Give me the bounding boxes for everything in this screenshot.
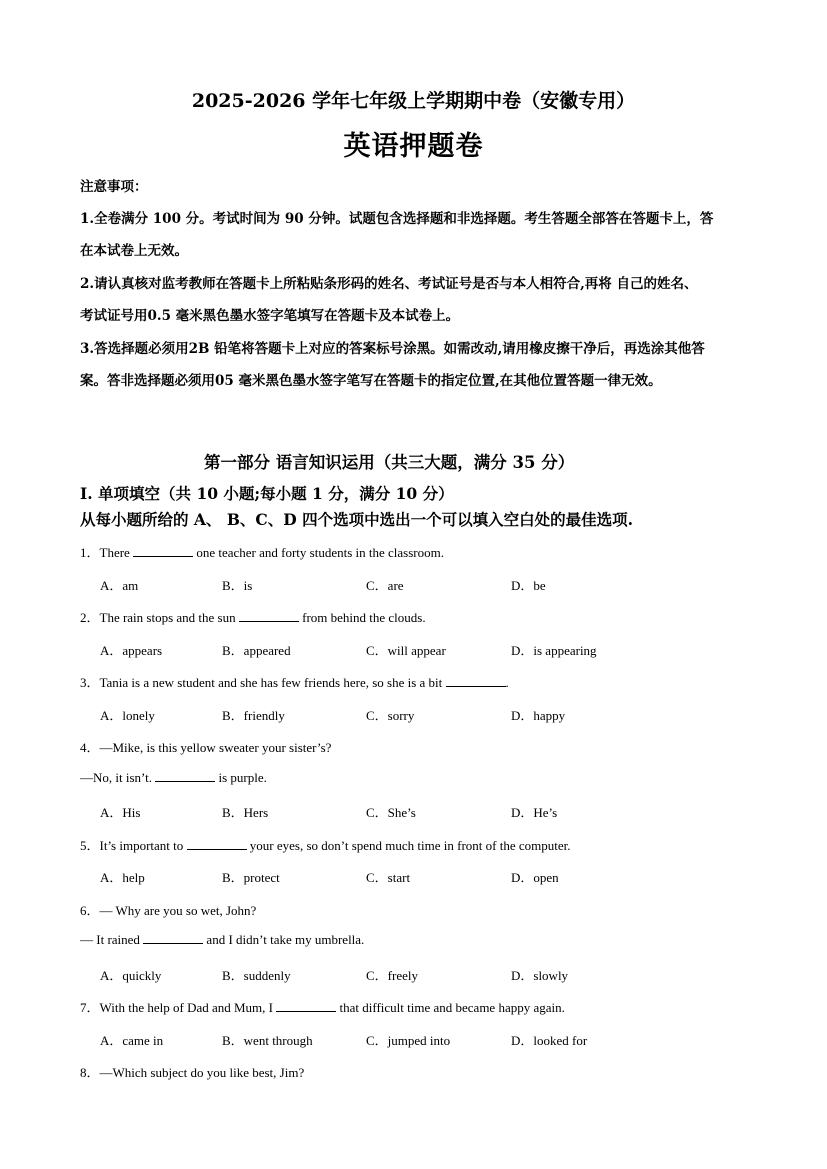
question-text: 2．The rain stops and the sun xyxy=(80,610,236,625)
notice-line: 2.请认真核对监考教师在答题卡上所粘贴条形码的姓名、考试证号是否与本人相符合,再将 自己的姓名、 xyxy=(80,276,698,292)
question-6-line1: 6．— Why are you so wet, John? xyxy=(80,903,257,918)
notice-line: 在本试卷上无效。 xyxy=(80,243,188,259)
exam-subtitle: 英语押题卷 xyxy=(343,131,484,162)
option-d: D．He’s xyxy=(511,805,558,820)
notice-line: 考试证号用0.5 毫米黑色墨水签字笔填写在答题卡及本试卷上。 xyxy=(80,308,460,324)
question-text: . xyxy=(505,675,509,690)
option-d: D．looked for xyxy=(511,1033,588,1048)
question-text: —No, it isn’t. xyxy=(80,770,152,785)
question-7-stem xyxy=(80,997,565,1016)
option-b: B．Hers xyxy=(222,805,269,820)
option-c: C．sorry xyxy=(366,708,415,723)
question-text: and I didn’t take my umbrella. xyxy=(206,932,365,947)
option-c: C．are xyxy=(366,578,404,593)
question-3-stem xyxy=(80,672,509,691)
question-5-stem xyxy=(80,835,571,854)
question-4-line1: 4．—Mike, is this yellow sweater your sister’s? xyxy=(80,740,332,755)
option-a: A．help xyxy=(100,870,145,885)
option-b: B．appeared xyxy=(222,643,291,658)
option-d: D．be xyxy=(511,578,546,593)
option-b: B．went through xyxy=(222,1033,313,1048)
question-text: 1．There xyxy=(80,545,130,560)
option-c: C．start xyxy=(366,870,411,885)
option-d: D．open xyxy=(511,870,559,885)
question-text: your eyes, so don’t spend much time in front of the computer. xyxy=(249,838,571,853)
option-a: A．quickly xyxy=(100,968,162,983)
question-text: from behind the clouds. xyxy=(302,610,426,625)
section-instruction: 从每小题所给的 A、 B、C、D 四个选项中选出一个可以填入空白处的最佳选项. xyxy=(80,510,633,529)
answer-blank xyxy=(239,611,299,622)
question-text: is purple. xyxy=(218,770,267,785)
section-title: I. 单项填空（共 10 小题;每小题 1 分，满分 10 分） xyxy=(80,484,454,503)
question-text: 7．With the help of Dad and Mum, I xyxy=(80,1000,273,1015)
answer-blank xyxy=(276,1001,336,1012)
option-b: B．friendly xyxy=(222,708,285,723)
exam-title: 2025-2026 学年七年级上学期期中卷（安徽专用） xyxy=(191,90,636,112)
question-2-stem xyxy=(80,607,426,626)
option-b: B．is xyxy=(222,578,253,593)
option-c: C．freely xyxy=(366,968,418,983)
question-1-stem xyxy=(80,542,444,561)
option-c: C．jumped into xyxy=(366,1033,451,1048)
option-c: C．will appear xyxy=(366,643,446,658)
notice-line: 3.答选择题必须用2B 铅笔将答题卡上对应的答案标号涂黑。如需改动,请用橡皮擦干净后，再选涂其他答 xyxy=(80,341,705,357)
answer-blank xyxy=(143,933,203,944)
option-d: D．is appearing xyxy=(511,643,597,658)
option-c: C．She’s xyxy=(366,805,416,820)
option-d: D．slowly xyxy=(511,968,569,983)
answer-blank xyxy=(446,676,506,687)
answer-blank xyxy=(187,839,247,850)
part-title: 第一部分 语言知识运用（共三大题，满分 35 分） xyxy=(204,453,575,472)
question-6-stem xyxy=(80,932,364,948)
option-d: D．happy xyxy=(511,708,566,723)
notice-line: 案。答非选择题必须用05 毫米黑色墨水签字笔写在答题卡的指定位置,在其他位置答题一律无效。 xyxy=(80,373,662,389)
question-text: that difficult time and became happy again. xyxy=(339,1000,565,1015)
option-a: A．am xyxy=(100,578,139,593)
option-a: A．lonely xyxy=(100,708,155,723)
option-a: A．came in xyxy=(100,1033,164,1048)
question-text: 3．Tania is a new student and she has few friends here, so she is a bit xyxy=(80,675,443,690)
option-b: B．protect xyxy=(222,870,280,885)
question-text: — It rained xyxy=(80,932,140,947)
option-a: A．His xyxy=(100,805,141,820)
question-text: one teacher and forty students in the classroom. xyxy=(196,545,444,560)
notice-heading: 注意事项： xyxy=(80,179,148,195)
question-text: 5．It’s important to xyxy=(80,838,184,853)
answer-blank xyxy=(133,546,193,557)
answer-blank xyxy=(155,771,215,782)
option-b: B．suddenly xyxy=(222,968,291,983)
option-a: A．appears xyxy=(100,643,163,658)
question-8-line1: 8．—Which subject do you like best, Jim? xyxy=(80,1065,305,1080)
question-4-stem xyxy=(80,770,267,786)
notice-line: 1.全卷满分 100 分。考试时间为 90 分钟。试题包含选择题和非选择题。考生答题全部答在答题卡上，答 xyxy=(80,211,714,227)
